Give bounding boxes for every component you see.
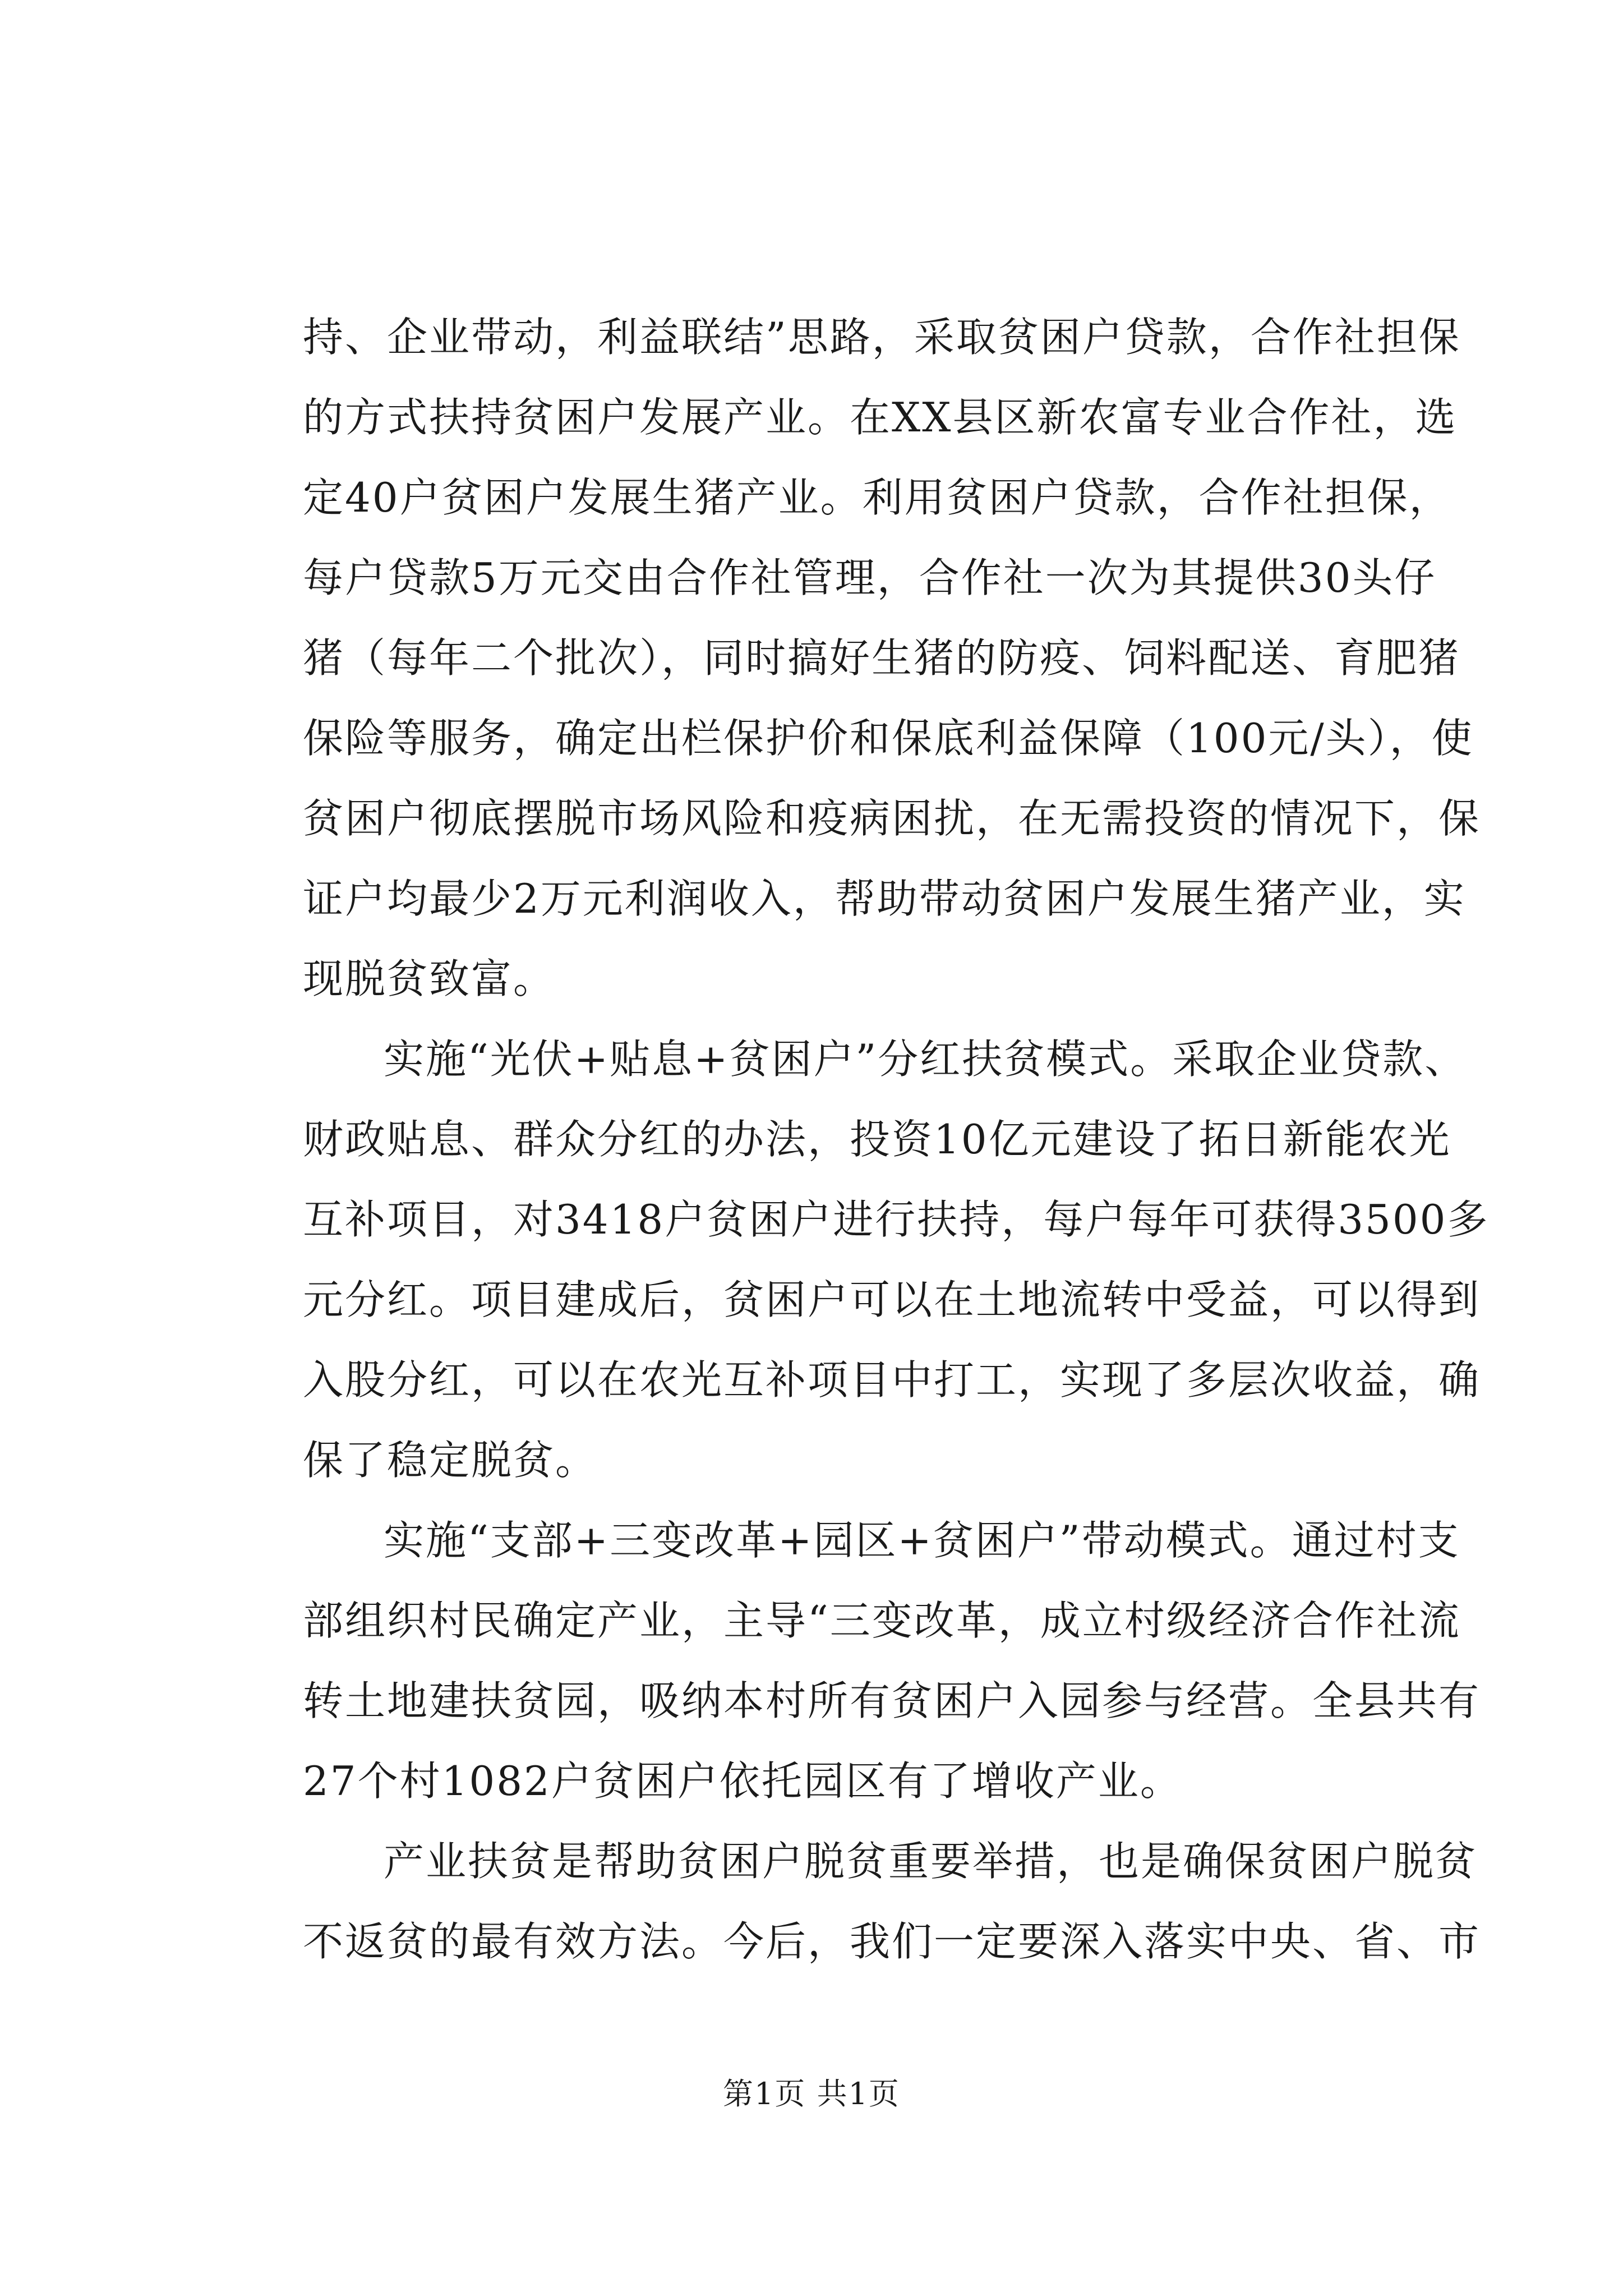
- text-line: 互补项目，对3418户贫困户进行扶持，每户每年可获得3500多: [303, 1196, 1490, 1243]
- paragraph-start-line: 实施“支部+三变改革+园区+贫困户”带动模式。通过村支: [384, 1517, 1460, 1564]
- text-line: 猪（每年二个批次），同时搞好生猪的防疫、饲料配送、育肥猪: [303, 634, 1461, 682]
- text-line: 入股分红，可以在农光互补项目中打工，实现了多层次收益，确: [303, 1356, 1481, 1404]
- text-line: 元分红。项目建成后，贫困户可以在土地流转中受益，可以得到: [303, 1276, 1481, 1323]
- text-line: 部组织村民确定产业，主导“三变改革，成立村级经济合作社流: [303, 1597, 1461, 1644]
- text-line: 27个村1082户贫困户依托园区有了增收产业。: [303, 1757, 1182, 1805]
- paragraph-start-line: 产业扶贫是帮助贫困户脱贫重要举措，也是确保贫困户脱贫: [384, 1838, 1478, 1885]
- text-line: 证户均最少2万元利润收入，帮助带动贫困户发展生猪产业，实: [303, 875, 1466, 922]
- body-text: [303, 297, 1490, 1982]
- text-line: 财政贴息、群众分红的办法，投资10亿元建设了拓日新能农光: [303, 1116, 1451, 1163]
- text-line: 现脱贫致富。: [303, 955, 556, 1002]
- text-line: 定40户贫困户发展生猪产业。利用贫困户贷款，合作社担保，: [303, 474, 1451, 521]
- text-line: 持、企业带动，利益联结”思路，采取贫困户贷款，合作社担保: [303, 314, 1461, 361]
- text-line: 不返贫的最有效方法。今后，我们一定要深入落实中央、省、市: [303, 1918, 1481, 1965]
- text-line: 每户贷款5万元交由合作社管理，合作社一次为其提供30头仔: [303, 554, 1437, 601]
- text-line: 保险等服务，确定出栏保护价和保底利益保障（100元/头），使: [303, 715, 1474, 762]
- text-line: 的方式扶持贫困户发展产业。在XX县区新农富专业合作社，选: [303, 394, 1458, 441]
- page-number-footer: 第1页 共1页: [723, 2076, 900, 2111]
- text-line: 保了稳定脱贫。: [303, 1437, 598, 1484]
- text-line: 贫困户彻底摆脱市场风险和疫病困扰，在无需投资的情况下，保: [303, 795, 1481, 842]
- text-line: 转土地建扶贫园，吸纳本村所有贫困户入园参与经营。全县共有: [303, 1677, 1481, 1724]
- paragraph-start-line: 实施“光伏+贴息+贫困户”分红扶贫模式。采取企业贷款、: [384, 1036, 1467, 1083]
